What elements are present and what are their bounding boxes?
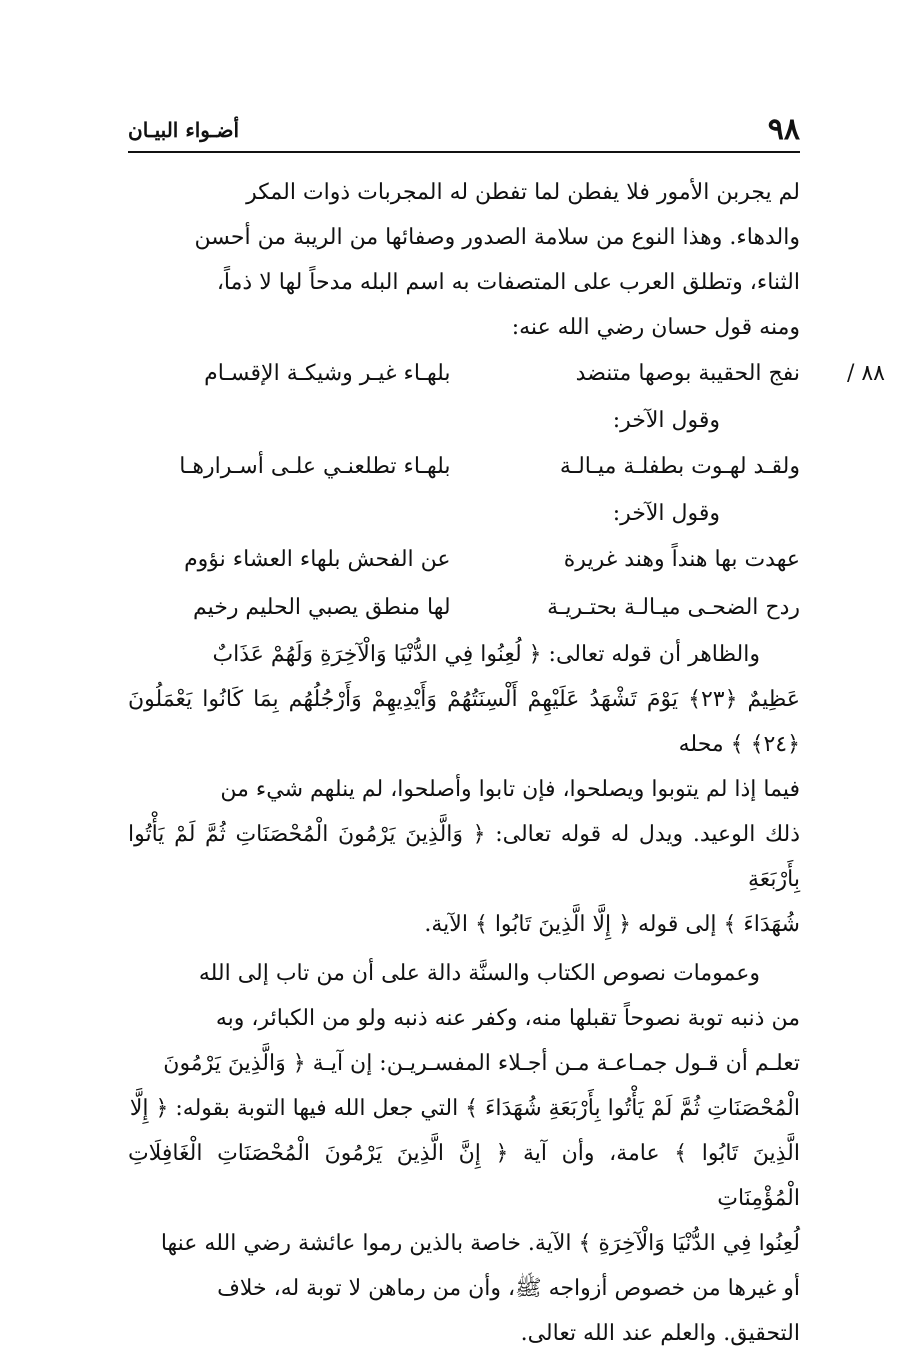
text-line: الْمُحْصَنَاتِ ثُمَّ لَمْ يَأْتُوا بِأَرْبَعَةِ شُهَدَاءَ ﴾ التي جعل الله فيها التوبة بقوله: ﴿ إِلَّا: [129, 1096, 800, 1121]
text-line: شُهَدَاءَ ﴾ إلى قوله ﴿ إِلَّا الَّذِينَ تَابُوا ﴾ الآية.: [424, 912, 800, 937]
verse-first-hemistich: عهدت بها هنداً وهند غريرة: [563, 547, 800, 572]
text-line: ذلك الوعيد. ويدل له قوله تعالى: ﴿ وَالَّذِينَ يَرْمُونَ الْمُحْصَنَاتِ ثُمَّ لَمْ يَأْتُوا بِأَرْبَعَةِ: [128, 822, 800, 892]
text-line: ومنه قول حسان رضي الله عنه:: [511, 315, 800, 340]
text-line: تعلـم أن قـول جمـاعـة مـن أجـلاء المفسـريـن: إن آيـة ﴿ وَالَّذِينَ يَرْمُونَ: [163, 1051, 800, 1076]
text-line: لم يجربن الأمور فلا يفطن لما تفطن له المجربات ذوات المكر: [246, 180, 800, 205]
page-number: ٩٨: [767, 112, 800, 147]
header-rule: [128, 151, 800, 153]
text-line: والدهاء. وهذا النوع من سلامة الصدور وصفائها من الريبة من أحسن: [194, 225, 800, 250]
text-line: من ذنبه توبة نصوحاً تقبلها منه، وكفر عنه ذنبه ولو من الكبائر، وبه: [215, 1006, 800, 1031]
verse-first-hemistich: ولقـد لهـوت بطفلـة ميـالـة: [559, 454, 800, 479]
text-line: لُعِنُوا فِي الدُّنْيَا وَالْآخِرَةِ ﴾ الآية. خاصة بالذين رموا عائشة رضي الله عنها: [160, 1231, 800, 1256]
text-line: والظاهر أن قوله تعالى: ﴿ لُعِنُوا فِي الدُّنْيَا وَالْآخِرَةِ وَلَهُمْ عَذَابٌ: [212, 642, 760, 667]
verse-intro: وقول الآخر:: [612, 501, 720, 526]
text-line: أو غيرها من خصوص أزواجه ﷺ، وأن من رماهن لا توبة له، خلاف: [217, 1276, 800, 1301]
poetry-verse-2: [128, 443, 800, 491]
text-line: وعمومات نصوص الكتاب والسنَّة دالة على أن من تاب إلى الله: [198, 961, 760, 986]
poetry-verse-3: [128, 536, 800, 584]
verse-second-hemistich: بلهـاء غيـر وشيكـة الإقسـام: [204, 361, 451, 386]
verse-second-hemistich: لها منطق يصبي الحليم رخيم: [192, 595, 451, 620]
verse-intro: وقول الآخر:: [612, 408, 720, 433]
paragraph-3: [128, 951, 800, 1356]
text-line: الثناء، وتطلق العرب على المتصفات به اسم البله مدحاً لها لا ذماً،: [216, 270, 800, 295]
text-line: فيما إذا لم يتوبوا ويصلحوا، فإن تابوا وأصلحوا، لم ينلهم شيء من: [220, 777, 800, 802]
poetry-verse-1: [128, 350, 885, 398]
verse-second-hemistich: عن الفحش بلهاء العشاء نؤوم: [184, 547, 451, 572]
poetry-verse-4: [128, 584, 800, 632]
verse-second-hemistich: بلهـاء تطلعنـي علـى أسـرارهـا: [179, 454, 451, 479]
paragraph-2: [128, 632, 800, 947]
verse-first-hemistich: نفج الحقيبة بوصها متنضد: [575, 361, 800, 386]
running-title: أضـواء البيـان: [128, 118, 240, 142]
paragraph-1: [128, 170, 800, 350]
margin-reference: ٨٨ /: [846, 361, 885, 386]
page-header: [128, 112, 800, 148]
text-line: التحقيق. والعلم عند الله تعالى.: [520, 1321, 800, 1346]
page-body: [128, 170, 885, 1356]
text-line: الَّذِينَ تَابُوا ﴾ عامة، وأن آية ﴿ إِنَّ الَّذِينَ يَرْمُونَ الْمُحْصَنَاتِ الْغَافِلَاتِ الْمُؤْمِنَاتِ: [128, 1141, 800, 1211]
text-line: عَظِيمٌ ﴿٢٣﴾ يَوْمَ تَشْهَدُ عَلَيْهِمْ أَلْسِنَتُهُمْ وَأَيْدِيهِمْ وَأَرْجُلُهُم بِمَا كَانُوا يَعْمَلُونَ ﴿٢٤﴾ ﴾ محله: [128, 687, 800, 757]
verse-first-hemistich: ردح الضحـى ميـالـة بحتـريـة: [547, 595, 800, 620]
